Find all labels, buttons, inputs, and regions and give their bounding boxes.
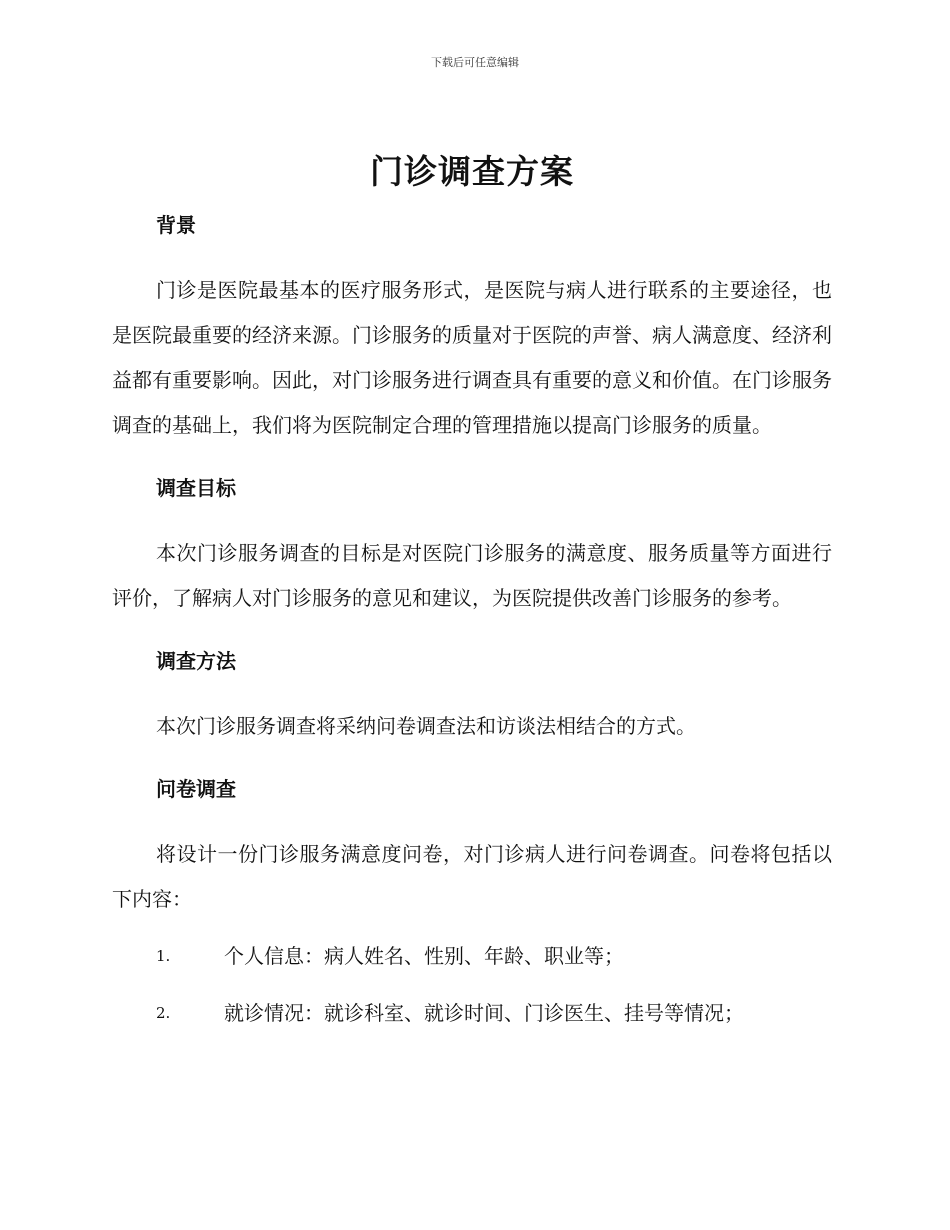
section-paragraph-background: 门诊是医院最基本的医疗服务形式，是医院与病人进行联系的主要途径，也是医院最重要的经济来源。门诊服务的质量对于医院的声誉、病人满意度、经济利益都有重要影响。因此，对门诊服务进行调查具有重要的意义和价值。在门诊服务调查的基础上，我们将为医院制定合理的管理措施以提高门诊服务的质量。 — [112, 278, 832, 437]
section-paragraph-goals: 本次门诊服务调查的目标是对医院门诊服务的满意度、服务质量等方面进行评价，了解病人对门诊服务的意见和建议，为医院提供改善门诊服务的参考。 — [112, 541, 832, 610]
section-heading-questionnaire: 问卷调查 — [156, 777, 236, 801]
list-item-text: 个人信息：病人姓名、性别、年龄、职业等； — [224, 944, 624, 968]
section-paragraph-questionnaire: 将设计一份门诊服务满意度问卷，对门诊病人进行问卷调查。问卷将包括以下内容： — [112, 842, 832, 911]
section-heading-goals: 调查目标 — [156, 476, 236, 500]
list-item — [112, 991, 832, 1036]
section-paragraph-methods: 本次门诊服务调查将采纳问卷调查法和访谈法相结合的方式。 — [156, 714, 696, 738]
document-title: 门诊调查方案 — [370, 152, 574, 191]
list-item-number: 2. — [156, 1004, 171, 1022]
list-item-number: 1. — [156, 947, 171, 965]
section-heading-background: 背景 — [156, 213, 196, 237]
section-heading-methods: 调查方法 — [156, 649, 236, 673]
list-item-text: 就诊情况：就诊科室、就诊时间、门诊医生、挂号等情况； — [224, 1001, 744, 1025]
document-body — [112, 150, 832, 1036]
page-header-note: 下载后可任意编辑 — [431, 56, 519, 69]
list-item — [112, 934, 832, 979]
